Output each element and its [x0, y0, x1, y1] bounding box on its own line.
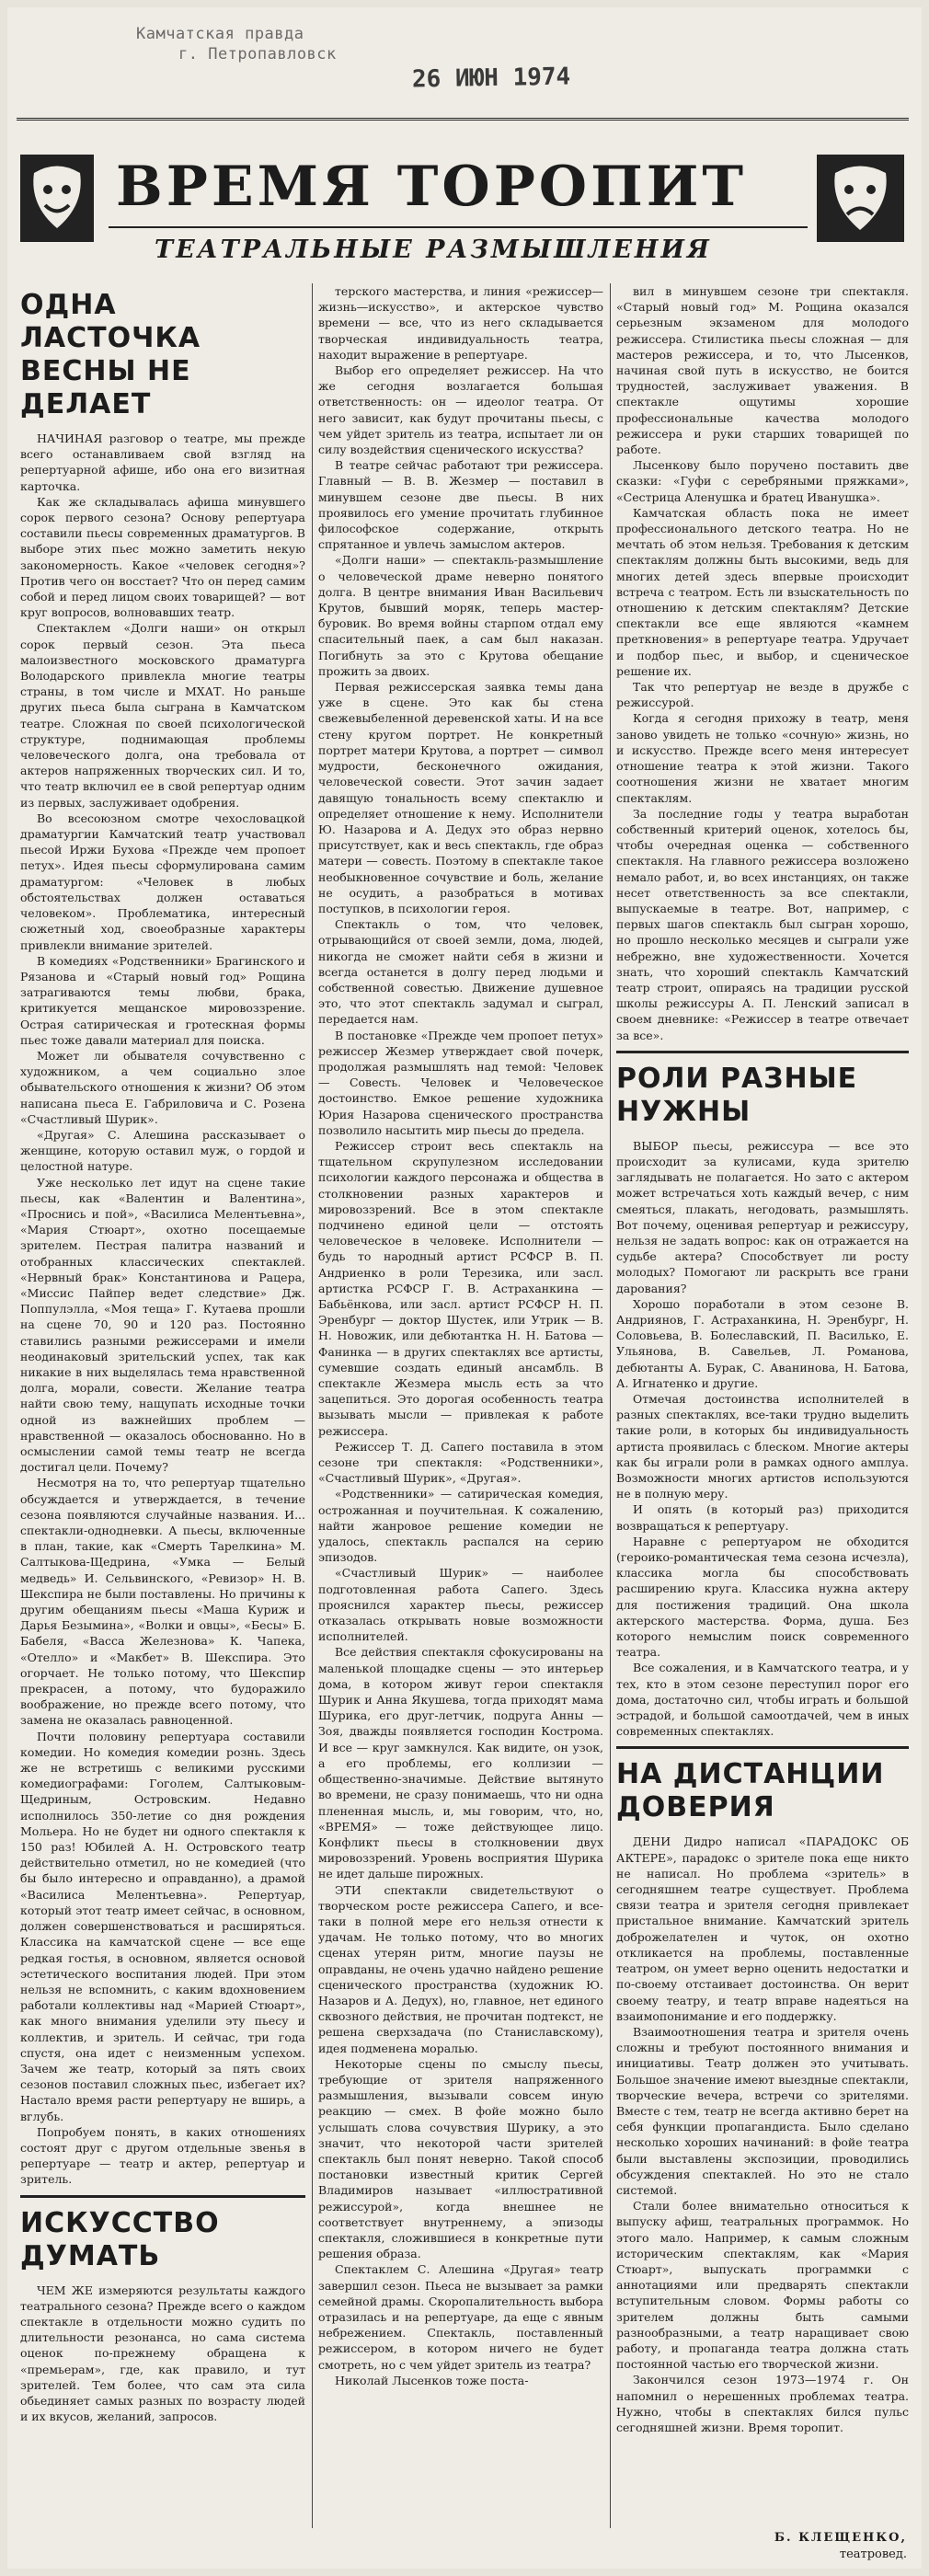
paragraph: И опять (в который раз) приходится возвращаться к репертуару.: [616, 1502, 909, 1533]
paragraph: Так что репертуар не везде в дружбе с режиссурой.: [616, 680, 909, 710]
paragraph: ЭТИ спектакли свидетельствуют о творческом росте режиссера Сапего, и все-таки в полной мере его нельзя отнести к удачам. Не только потому, что во многих сценах утерян ритм, многие паузы не оправданы, не очень удачно найдено решение сценического пространства (художник Ю. Назаров и А. Дедух), но, главное, нет единого сквозного действия, не прочитан подтекст, не решена сверхзадача (по Станиславскому), идея подменена моралью.: [318, 1882, 603, 2055]
section-divider: [20, 2195, 305, 2198]
paragraph: Режиссер Т. Д. Сапего поставила в этом сезоне три спектакля: «Родственники», «Счастливый Шурик», «Другая».: [318, 1439, 603, 1486]
paragraph: Взаимоотношения театра и зрителя очень сложны и требуют постоянного внимания и инициативы. Театр должен это учитывать. Большое значение имеют выездные спектакли, творческие вечера, встречи со зрителями. Вместе с тем, театр не всегда активно берет на себя функции пропагандиста. Было сделано несколько хороших начинаний: в фойе театра были выставлены экспозиции, проводились обсуждения спектаклей. Но это не стало системой.: [616, 2024, 909, 2197]
paragraph: Во всесоюзном смотре чехословацкой драматургии Камчатский театр участвовал пьесой Иржи Бухова «Прежде чем пропоет петух». Идея пьесы сформулирована самим драматургом: «Человек в любых обстоятельствах должен оставаться человеком». Проблематика, интересный сюжетный ход, своеобразные характеры привлекли внимание зрителей.: [20, 811, 305, 952]
paragraph: Спектаклем С. Алешина «Другая» театр завершил сезон. Пьеса не вызывает за рамки семейной драмы. Скоропалительность выбора отразилась и на репертуаре, да еще с явным небрежением. Спектакль, поставленный режиссером, в котором ничего не будет смотреть, но с чем уйдет зритель из театра?: [318, 2262, 603, 2372]
theatre-mask-emblem-left: [20, 155, 94, 242]
paragraph: Закончился сезон 1973—1974 г. Он напомнил о нерешенных проблемах театра. Нужно, чтобы в спектаклях бился пульс сегодняшней жизни. Время торопит.: [616, 2373, 909, 2434]
article-column-1: [20, 283, 305, 2528]
paragraph: «Счастливый Шурик» — наиболее подготовленная работа Сапего. Здесь прояснился характер пьесы, режиссер отказалась открывать новые возможности исполнителей.: [318, 1566, 603, 1644]
paragraph: ЧЕМ ЖЕ измеряются результаты каждого театрального сезона? Прежде всего о каждом спектакле в отдельности можно судить по длительности резонанса, но сама система оценок по-прежнему обращена к «премьерам», где, как правило, и тут зрителей. Тем более, что сам эта сила обьединяет самых разных по возрасту людей и их вкусов, желаний, запросов.: [20, 2283, 305, 2424]
paragraph: Может ли обывателя сочувственно с художником, а чем социально злое обывательского отношения к жизни? Об этом написана пьеса Е. Габриловича и С. Розена «Счастливый Шурик».: [20, 1048, 305, 1126]
paragraph: Стали более внимательно относиться к выпуску афиш, театральных программок. Но этого мало. Например, к самым сложным историческим спектаклям, как «Мария Стюарт», выпускать программки с аннотациями или предварять спектакли вступительным словом. Формы работы со зрителем должны быть самыми разнообразными, а театр наращивает свою работу, и пропаганда театра должна стать постоянной частью его творческой жизни.: [616, 2199, 909, 2372]
paragraph: Все сожаления, и в Камчатского театра, и у тех, кто в этом сезоне переступил порог его дома, достаточно сил, чтобы играть и большой эстрадой, и большой самоотдачей, чем в иных современных спектаклях.: [616, 1661, 909, 1739]
paragraph: «Другая» С. Алешина рассказывает о женщине, которую оставил муж, о гордой и целостной натуре.: [20, 1127, 305, 1174]
paragraph: вил в минувшем сезоне три спектакля. «Старый новый год» М. Рощина оказался серьезным экзаменом для молодого режиссера. Стилистика пьесы сложная — для мастеров режиссера, и то, что Лысенков, начиная свой путь в искусство, не боится трудностей, заслуживает уважения. В спектакле ощутимы хорошие профессиональные качества молодого режиссера и руки старших товарищей по работе.: [616, 284, 909, 457]
paragraph: Николай Лысенков тоже поста-: [335, 2373, 529, 2387]
paragraph: Некоторые сцены по смыслу пьесы, требующие от зрителя напряженного размышления, вызывали совсем иную реакцию — смех. В фойе можно было услышать слова сочувствия Шурику, а это значит, что некоторой части зрителей спектакль был понят неверно. Такой способ постановки известный критик Сергей Владимиров называет «иллюстративной режиссурой», когда внешнее не соответствует внутреннему, а эпизоды спектакля, сложившиеся в конкретные пути решения образа.: [318, 2056, 603, 2261]
paragraph: Почти половину репертуара составили комедии. Но комедия комедии рознь. Здесь же не встретишь с великими русскими комедиографами: Гоголем, Салтыковым-Щедриным, Островским. Недавно исполнилось 350-летие со дня рождения Мольера. Но не будет ни одного спектакля к 150 раз! Юбилей А. Н. Островского театр действительно отметил, но не комедией (что бы было интересно и оправданно), а драмой «Василиса Мелентьевна». Репертуар, который этот театр имеет сейчас, в основном, должен совершенствоваться и расширяться. Классика на камчатской сцене — все еще редкая гостья, в основном, является основой эстетического воспитания людей. При этом нельзя не вспомнить, с каким вдохновением работали коллективы над «Марией Стюарт», как много внимания уделили эту пьесу и коллектив, и зритель. И сейчас, три года спустя, она идет с неизменным успехом. Зачем же театр, который за пять своих сезонов поставил сложных пьес, избегает их? Настало время расти репертуару не вширь, а вглубь.: [20, 1729, 305, 2123]
paragraph: Камчатская область пока не имеет профессионального детского театра. Но не мечтать об этом нельзя. Требования к детским спектаклям должны быть высокими, ведь для многих детей здесь впервые происходит встреча с театром. Есть ли взыскательность по отношению к детским спектаклям? Детские спектакли все еще являются «камнем преткновения» в репертуаре театра. Удручает и подбор пьес, и выбор, и сценическое решение их.: [616, 505, 909, 678]
paragraph: Наравне с репертуаром не обходится (героико-романтическая тема сезона исчезла), классика могла бы способствовать расширению круга. Классика нужна актеру для постижения традиций. Она школа актерского мастерства. Форма, душа. Без которого немыслим поиск современного театра.: [616, 1534, 909, 1660]
library-stamp: [136, 24, 440, 64]
paragraph: Лысенкову было поручено поставить две сказки: «Гуфи с серебряными пряжками», «Сестрица Аленушка и братец Иванушка».: [616, 458, 909, 504]
paragraph: В комедиях «Родственники» Брагинского и Рязанова и «Старый новый год» Рощина затрагиваются темы любви, брака, критикуется мещанское мировоззрение. Острая сатирическая и гротескная формы пьес тоже давали материал для поиска.: [20, 953, 305, 1047]
paragraph: НАЧИНАЯ разговор о театре, мы прежде всего останавливаем свой взгляд на репертуарной афише, ибо она его визитная карточка.: [20, 431, 305, 493]
header-divider: [17, 118, 909, 121]
theatre-mask-emblem-right: [817, 155, 904, 242]
paragraph: Как же складывалась афиша минувшего сорок первого сезона? Основу репертуара составили пьесы современных драматургов. В выборе этих пьес можно заметить некую закономерность. Какое «человек сегодня»? Против чего он восстает? Что он перед самим собой и перед лицом своих товарищей? — вот круг вопросов, волновавших театр.: [20, 494, 305, 620]
paragraph: ДЕНИ Дидро написал «ПАРАДОКС ОБ АКТЕРЕ», парадокс о зрителе пока еще никто не написал. Но проблема «зритель» в сегодняшнем театре существует. Проблема связи театра и зрителя сегодня привлекает пристальное внимание. Камчатский зритель доброжелателен и чуток, он охотно откликается на проблемы, поставленные театром, он умеет верно оценить недостатки и по-своему отстаивает достоинства. Он верит своему театру, и театр вправе надеяться на взаимопонимание и его поддержку.: [616, 1834, 909, 2023]
paragraph: Выбор его определяет режиссер. На что же сегодня возлагается большая ответственность: он — идеолог театра. От него зависит, как будут прочитаны пьесы, с чем уйдет зритель из театра, испытает ли он силу воздействия сценического искусства?: [318, 363, 603, 457]
section-divider: [616, 1051, 909, 1053]
section-heading: ОДНА ЛАСТОЧКА ВЕСНЫ НЕ ДЕЛАЕТ: [20, 289, 201, 420]
article-column-3: [616, 283, 909, 2524]
paragraph: В театре сейчас работают три режиссера. Главный — В. В. Жезмер — поставил в минувшем сезоне две пьесы. В них проявилось его умение прочитать глубинное философское содержание, открыть спрятанное и увлечь замыслом актеров.: [318, 458, 603, 552]
column-divider: [610, 283, 611, 2528]
paragraph: Несмотря на то, что репертуар тщательно обсуждается и утверждается, в течение сезона появляются случайные названия. И... спектакли-однодневки. А пьесы, включенные в план, такие, как «Смерть Тарелкина» М. Салтыкова-Щедрина, «Умка — Белый медведь» И. Сельвинского, «Ревизор» Н. В. Шекспира не были поставлены. Но причины к другим обещаниям пьесы «Маша Куриж и Дарья Безымина», «Волки и овцы», «Бесы» Б. Бабеля, «Васса Железнова» К. Чапека, «Отелло» и «Макбет» В. Шекспира. Это огорчает. Не только потому, что Шекспир прекрасен, а потому, что будоражило воображение, но прежде всего потому, что замена не оказалась равноценной.: [20, 1476, 305, 1728]
article-column-2: [318, 283, 603, 2565]
paragraph: Все действия спектакля сфокусированы на маленькой площадке сцены — это интерьер дома, в котором живут герои спектакля Шурик и Анна Якушева, тогда приходят мама Шурика, его друг-летчик, подруга Анны — Зоя, дважды появляется господин Кострома. И все — круг замкнулся. Как видите, он узок, а его проблемы, его коллизии — общественно-значимые. Действие вытянуто во времени, не сразу понимаешь, что ни одна плененная мысль, и, мы говорим, что, но, «ВРЕМЯ» — тоже действующее лицо. Конфликт пьесы в столкновении двух мировоззрений. Уровень восприятия Шурика не идет дальше пирожных.: [318, 1645, 603, 1881]
section-divider: [616, 1746, 909, 1749]
section-heading: РОЛИ РАЗНЫЕ НУЖНЫ: [616, 1062, 858, 1128]
author-name: Б. КЛЕЩЕНКО,: [774, 2531, 907, 2545]
paragraph: Попробуем понять, в каких отношениях состоят друг с другом отдельные звенья в репертуаре — театр и актер, репертуар и зритель.: [20, 2124, 305, 2187]
paragraph: Спектакль о том, что человек, отрывающийся от своей земли, дома, людей, никогда не сможет найти себя в жизни и всегда останется в долгу перед людьми и собственной совестью. Движение душевное это, что этот спектакль задумал и сыграл, передается нам.: [318, 917, 603, 1027]
article-subtitle: ТЕАТРАЛЬНЫЕ РАЗМЫШЛЕНИЯ: [155, 236, 712, 264]
paragraph: Режиссер строит весь спектакль на тщательном скрупулезном исследовании психологии каждого персонажа и общества в столкновении разных характеров и мировоззрений. Все в этом спектакле подчинено единой цели — отстоять человеческое в человеке. Исполнители — будь то народный артист РСФСР В. П. Андриенко в роли Терезика, или засл. артистка РСФСР Г. В. Астраханкина — Бабьёнкова, или засл. артист РСФСР Н. П. Эренбург — доктор Шустек, или Утрик — В. Н. Новожик, или дебютантка Н. Н. Батова — Фанинка — в других спектаклях все артисты, сумевшие создать единый ансамбль. В спектакле Жезмера мысль есть за что зацепиться. Это дорогая особенность театра вызывать мысли — привлекая к работе режиссера.: [318, 1138, 603, 1438]
paragraph: Первая режиссерская заявка темы дана уже в сцене. Это как бы стена свежевыбеленной деревенской хаты. И на все стену кругом портрет. Не конкретный портрет матери Крутова, а портрет — символ мудрости, бесконечного ожидания, человеческой совести. Этот зачин задает давящую тональность всему спектаклю и определяет отношение к нему. Исполнители Ю. Назарова и А. Дедух это образ нервно присутствует, как и весь спектакль, где образ матери — совесть. Поэтому в спектакле такое необыкновенное сочувствие и боль, желание не осудить, а разобраться в мотивах поступков, в психологии героя.: [318, 680, 603, 915]
paragraph: «Родственники» — сатирическая комедия, острожанная и поучительная. К сожалению, найти жанровое решение комедии не удалось, спектакль распался на серию эпизодов.: [318, 1487, 603, 1565]
paragraph: терского мастерства, и линия «режиссер—жизнь—искусство», и актерское чувство времени — все, что из него складывается творческая индивидуальность театра, находит выражение в репертуаре.: [318, 284, 603, 362]
stamp-city: г. Петропавловск: [178, 45, 337, 63]
paragraph: Спектаклем «Долги наши» он открыл сорок первый сезон. Эта пьеса малоизвестного московского драматурга Володарского привлекла многие театры страны, в том числе и МХАТ. Но раньше других пьеса была сыграна в Камчатском театре. Сложная по своей психологической структуре, поднимающая проблемы человеческого долга, она требовала от актеров напряженных творческих сил. И то, что театр включил ее в свой репертуар одним из первых, заслуживает одобрения.: [20, 621, 305, 810]
section-heading: НА ДИСТАНЦИИ ДОВЕРИЯ: [616, 1758, 885, 1824]
paragraph: За последние годы у театра выработан собственный критерий оценок, хотелось бы, чтобы очередная оценка — собственного спектакля. На главного режиссера возложено немало работ, и, во всех инстанциях, он также несет ответственность за все спектакли, выпускаемые в театре. Вот, например, с первых шагов спектакль был сыгран хорошо, но прошло несколько месяцев и сыграли уже небрежно, вне художественности. Хочется знать, что хороший спектакль Камчатский театр строит, опираясь на традиции русской школы режиссуры А. П. Ленский записал в своем дневнике: «Режиссер в театре отвечает за все».: [616, 806, 909, 1042]
newspaper-clipping: [7, 7, 922, 2569]
author-signature: [622, 2530, 907, 2563]
paragraph: Когда я сегодня прихожу в театр, меня заново увидеть не только «сочную» жизнь, но и искусство. Прежде всего меня интересует отношение театра к этой жизни. Такого соотношения жизни не хватает многим спектаклям.: [616, 711, 909, 805]
paragraph: ВЫБОР пьесы, режиссура — все это происходит за кулисами, куда зрителю заглядывать не полагается. Но зато с актером может встречаться хоть каждый вечер, с ним смеяться, плакать, негодовать, размышлять. Вот почему, оценивая репертуар и режиссуру, нельзя не задать вопрос: как он отражается на судьбе актера? Способствует ли росту молодых? Помогают ли раскрыть все грани дарования?: [616, 1138, 909, 1295]
paragraph: Отмечая достоинства исполнителей в разных спектаклях, все-таки трудно выделить такие роли, в которых бы индивидуальность артиста проявилась с блеском. Многие актеры как бы играли роли в рамках одного амплуа. Возможности многих артистов используются не в полную меру.: [616, 1392, 909, 1501]
paragraph: «Долги наши» — спектакль-размышление о человеческой драме неверно понятого долга. В центре внимания Иван Васильевич Крутов, бывший моряк, теперь мастер-буровик. Во время войны старпом отдал ему спасительный паек, а сам был наказан. Погибнуть за это с Крутова обещание прожить за двоих.: [318, 553, 603, 678]
date-stamp: 26 ИЮН 1974: [411, 63, 571, 94]
section-heading: ИСКУССТВО ДУМАТЬ: [20, 2206, 220, 2272]
paragraph: Уже несколько лет идут на сцене такие пьесы, как «Валентин и Валентина», «Проснись и пой», «Василиса Мелентьевна», «Мария Стюарт», охотно посещаемые зрителем. Пестрая палитра названий и отобранных классических спектаклей. «Нервный брак» Константинова и Рацера, «Миссис Пайпер ведет следствие» Дж. Поппулэлла, «Моя теща» Г. Кутаева прошли на сцене 70, 90 и 120 раз. Постоянно ставились разными режиссерами и имели неодинаковый зрительский успех, так как никакие в них выделялась тема нравственной долга, морали, совести. Желание театра найти свою тему, нащупать исходные точки одной из важнейших проблем — нравственной — оказалось обоснованно. Но в осмыслении самой темы театр не всегда достигал цели. Почему?: [20, 1175, 305, 1475]
author-title: театровед.: [839, 2547, 907, 2561]
title-underline: [109, 226, 808, 228]
stamp-newspaper-name: Камчатская правда: [136, 25, 304, 43]
comedy-mask-icon: [20, 155, 94, 242]
column-divider: [312, 283, 313, 2528]
paragraph: В постановке «Прежде чем пропоет петух» режиссер Жезмер утверждает свой почерк, продолжая размышлять над темой: Человек — Совесть. Человек и Человеческое достоинство. Емкое решение художника Юрия Назарова сценического пространства позволило насытить мир пьесы до предела.: [318, 1028, 603, 1137]
paragraph: Хорошо поработали в этом сезоне В. Андриянов, Г. Астраханкина, Н. Эренбург, Н. Соловьева, В. Болеславский, П. Василько, Е. Ульянова, В. Савельев, Л. Романова, дебютанты А. Бурак, С. Аванинова, Н. Батова, А. Игнатенко и другие.: [616, 1296, 909, 1390]
tragedy-mask-icon: [817, 155, 904, 242]
article-title: ВРЕМЯ ТОРОПИТ: [116, 155, 748, 219]
